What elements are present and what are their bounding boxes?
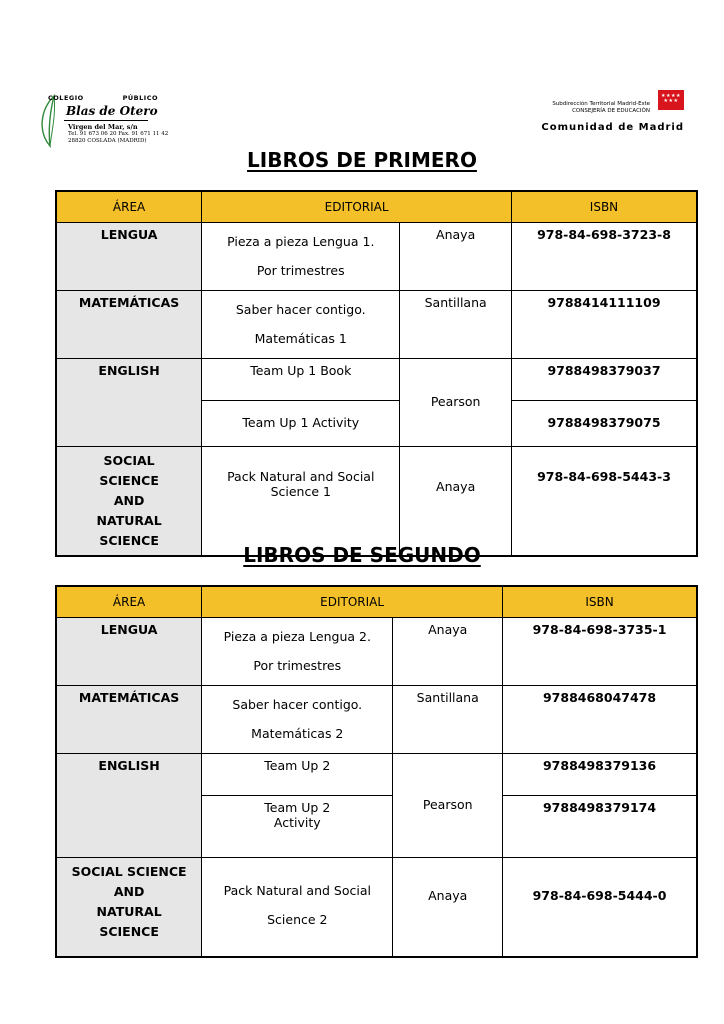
header-editorial: EDITORIAL [202, 586, 503, 618]
school-phone: Tel. 91 673 06 20 Fax. 91 671 11 42 [68, 131, 169, 137]
section-title-segundo [0, 543, 724, 567]
publisher-cell: Anaya [393, 857, 503, 957]
book-title-cell: Saber hacer contigo. Matemáticas 2 [202, 685, 393, 753]
isbn-cell: 9788498379037 [511, 358, 697, 400]
table-row [56, 618, 697, 686]
isbn-cell: 978-84-698-3723-8 [511, 223, 697, 291]
section-title-text: LIBROS DE SEGUNDO [243, 543, 481, 567]
publisher-cell: Anaya [400, 223, 512, 291]
section-title-text: LIBROS DE PRIMERO [247, 148, 477, 172]
book-title-cell: Team Up 1 Activity [202, 400, 400, 446]
book-title-cell: Pack Natural and Social Science 2 [202, 857, 393, 957]
isbn-cell: 978-84-698-3735-1 [503, 618, 697, 686]
book-title-cell: Pack Natural and Social Science 1 [202, 446, 400, 556]
area-cell: SOCIAL SCIENCE AND NATURAL SCIENCE [56, 446, 202, 556]
school-city: 28820 COSLADA (MADRID) [68, 138, 147, 144]
isbn-cell: 9788468047478 [503, 685, 697, 753]
table-header-row [56, 586, 697, 618]
isbn-cell: 9788414111109 [511, 290, 697, 358]
isbn-cell: 978-84-698-5444-0 [503, 857, 697, 957]
book-title-cell: Saber hacer contigo. Matemáticas 1 [202, 290, 400, 358]
isbn-cell: 9788498379075 [511, 400, 697, 446]
table-row [56, 223, 697, 291]
area-cell: MATEMÁTICAS [56, 685, 202, 753]
table-row [56, 753, 697, 795]
area-cell: MATEMÁTICAS [56, 290, 202, 358]
school-name: Blas de Otero [66, 104, 158, 118]
section-title-primero [0, 148, 724, 172]
header-isbn: ISBN [503, 586, 697, 618]
publisher-cell: Anaya [393, 618, 503, 686]
publisher-cell: Anaya [400, 446, 512, 556]
header-isbn: ISBN [511, 191, 697, 223]
book-title-cell: Team Up 2 Activity [202, 795, 393, 857]
book-title-cell: Team Up 2 [202, 753, 393, 795]
area-cell: SOCIAL SCIENCE AND NATURAL SCIENCE [56, 857, 202, 957]
header-editorial: EDITORIAL [202, 191, 512, 223]
table-header-row [56, 191, 697, 223]
publisher-cell: Pearson [400, 358, 512, 446]
isbn-cell: 9788498379136 [503, 753, 697, 795]
table-row [56, 358, 697, 400]
table-row [56, 685, 697, 753]
table-row [56, 857, 697, 957]
isbn-cell: 978-84-698-5443-3 [511, 446, 697, 556]
isbn-cell: 9788498379174 [503, 795, 697, 857]
table-row [56, 290, 697, 358]
books-table-segundo [55, 585, 698, 958]
divider [64, 120, 148, 121]
region-logo [504, 90, 684, 134]
region-line-1: Subdirección Territorial Madrid-Este [552, 101, 650, 107]
flag-icon: ★★★★ ★★★ [658, 90, 684, 110]
publisher-cell: Pearson [393, 753, 503, 857]
area-cell: LENGUA [56, 618, 202, 686]
area-cell: LENGUA [56, 223, 202, 291]
book-title-cell: Pieza a pieza Lengua 1. Por trimestres [202, 223, 400, 291]
table-row [56, 446, 697, 556]
school-address: Virgen del Mar, s/n [68, 123, 138, 131]
publisher-cell: Santillana [393, 685, 503, 753]
header-area: ÁREA [56, 586, 202, 618]
region-line-2: CONSEJERÍA DE EDUCACIÓN [572, 108, 650, 114]
school-type: PÚBLICO [122, 94, 158, 102]
area-cell: ENGLISH [56, 358, 202, 446]
publisher-cell: Santillana [400, 290, 512, 358]
books-table-primero [55, 190, 698, 557]
book-title-cell: Pieza a pieza Lengua 2. Por trimestres [202, 618, 393, 686]
school-logo [36, 88, 169, 152]
area-cell: ENGLISH [56, 753, 202, 857]
book-title-cell: Team Up 1 Book [202, 358, 400, 400]
region-name: Comunidad de Madrid [541, 122, 684, 133]
header-area: ÁREA [56, 191, 202, 223]
school-label: COLEGIO [48, 94, 84, 102]
